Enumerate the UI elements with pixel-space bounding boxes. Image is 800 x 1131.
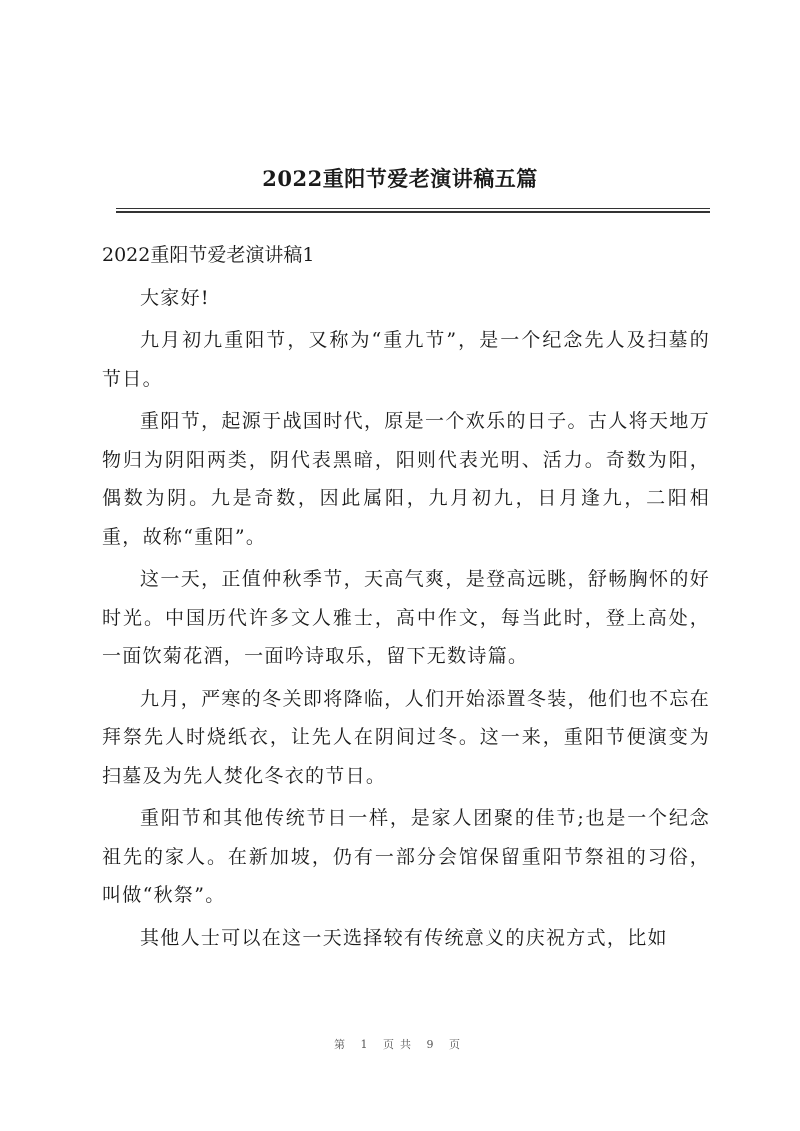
paragraph-origin: 重阳节，起源于战国时代，原是一个欢乐的日子。古人将天地万物归为阴阳两类，阴代表黑暗，阳则代表光明、活力。奇数为阳，偶数为阴。九是奇数，因此属阳，九月初九，日月逢九，二阳相重，故称“重阳”。 [102, 410, 710, 548]
paragraph-greeting: 大家好! [140, 286, 210, 309]
paragraph-season: 这一天，正值仲秋季节，天高气爽，是登高远眺，舒畅胸怀的好时光。中国历代许多文人雅士，高中作文，每当此时，登上高处，一面饮菊花酒，一面吟诗取乐，留下无数诗篇。 [102, 568, 710, 667]
paragraph-celebration: 其他人士可以在这一天选择较有传统意义的庆祝方式，比如 [140, 926, 668, 949]
paragraph-intro: 九月初九重阳节，又称为“重九节”，是一个纪念先人及扫墓的节日。 [102, 329, 710, 390]
paragraph-family: 重阳节和其他传统节日一样，是家人团聚的佳节;也是一个纪念祖先的家人。在新加坡，仍有一部分会馆保留重阳节祭祖的习俗，叫做“秋祭”。 [102, 807, 710, 906]
document-title: 2022重阳节爱老演讲稿五篇 [262, 166, 538, 191]
page-number-footer: 第 1 页共 9 页 [334, 1038, 466, 1051]
title-divider [116, 208, 710, 213]
document-body [102, 236, 710, 957]
paragraph-winter: 九月，严寒的冬关即将降临，人们开始添置冬装，他们也不忘在拜祭先人时烧纸衣，让先人在阴间过冬。这一来，重阳节便演变为扫墓及为先人焚化冬衣的节日。 [102, 687, 710, 787]
section-heading: 2022重阳节爱老演讲稿1 [102, 244, 315, 266]
